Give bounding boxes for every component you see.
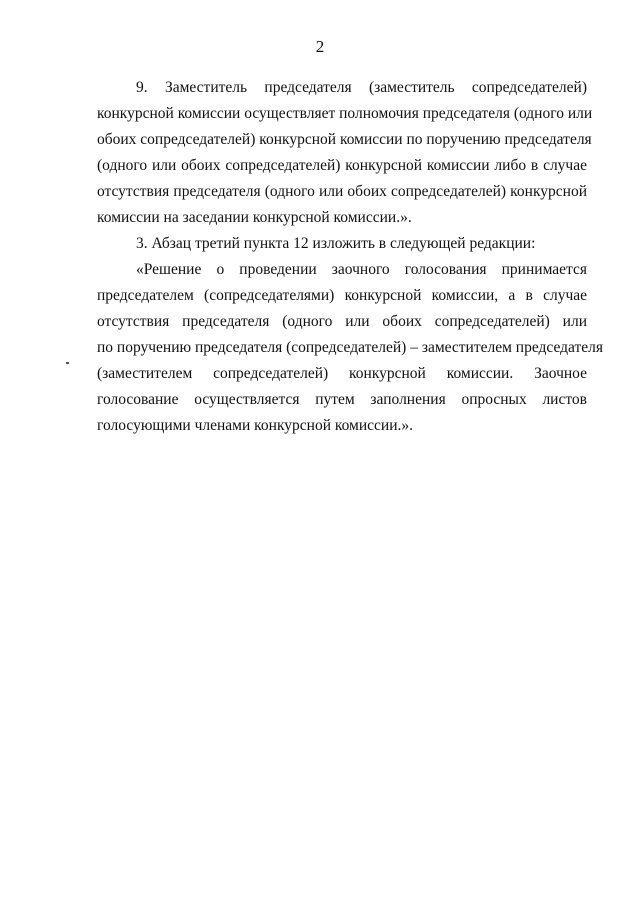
paragraph-line: отсутствия председателя (одного или обоих сопредседателей) конкурсной — [97, 183, 587, 200]
paragraph-line: комиссии на заседании конкурсной комиссии.». — [97, 209, 412, 226]
paragraph-line: конкурсной комиссии осуществляет полномочия председателя (одного или — [97, 105, 593, 122]
paragraph-line: «Решение о проведении заочного голосования принимается — [136, 261, 587, 278]
paragraph-line: по поручению председателя (сопредседателей) – заместителем председателя — [97, 339, 604, 356]
paragraph-line: (заместителем сопредседателей) конкурсной комиссии. Заочное — [97, 365, 587, 382]
paragraph-line: обоих сопредседателей) конкурсной комиссии по поручению председателя — [97, 131, 592, 148]
page-number: 2 — [315, 37, 325, 56]
paragraph-line: (одного или обоих сопредседателей) конкурсной комиссии либо в случае — [97, 157, 587, 174]
paragraph-line: голосующими членами конкурсной комиссии.». — [97, 417, 414, 434]
paragraph-line: голосование осуществляется путем заполнения опросных листов — [97, 391, 587, 408]
scan-speck — [66, 362, 69, 364]
item-3-heading: 3. Абзац третий пункта 12 изложить в следующей редакции: — [136, 235, 536, 252]
paragraph-line: 9. Заместитель председателя (заместитель сопредседателей) — [136, 79, 587, 96]
paragraph-line: председателем (сопредседателями) конкурсной комиссии, а в случае — [97, 287, 587, 304]
paragraph-line: отсутствия председателя (одного или обоих сопредседателей) или — [97, 313, 587, 330]
